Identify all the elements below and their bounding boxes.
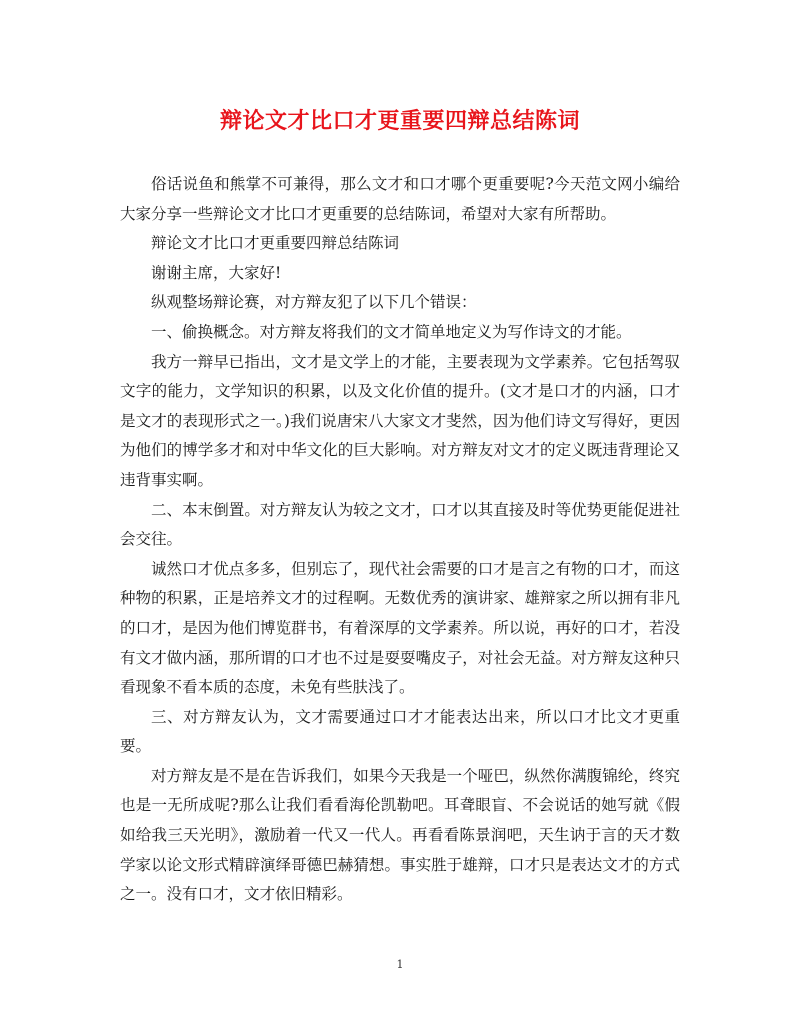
paragraph-point-1-detail: 我方一辩早已指出，文才是文学上的才能，主要表现为文学素养。它包括驾驭文字的能力，文学知识的积累，以及文化价值的提升。(文才是口才的内涵，口才是文才的表现形式之一。)我们说唐宋八大家文才斐然，因为他们诗文写得好，更因为他们的博学多才和对中华文化的巨大影响。对方辩友对文才的定义既违背理论又违背事实啊。 [120, 352, 680, 489]
paragraph-intro: 俗话说鱼和熊掌不可兼得，那么文才和口才哪个更重要呢?今天范文网小编给大家分享一些辩论文才比口才更重要的总结陈词，希望对大家有所帮助。 [120, 175, 680, 223]
page-number: 1 [396, 958, 404, 971]
paragraph-point-3: 三、对方辩友认为，文才需要通过口才才能表达出来，所以口才比文才更重要。 [120, 707, 680, 756]
paragraph-point-2-detail: 诚然口才优点多多，但别忘了，现代社会需要的口才是言之有物的口才，而这种物的积累，正是培养文才的过程啊。无数优秀的演讲家、雄辩家之所以拥有非凡的口才，是因为他们博览群书，有着深厚的文学素养。所以说，再好的口才，若没有文才做内涵，那所谓的口才也不过是耍耍嘴皮子，对社会无益。对方辩友这种只看现象不看本质的态度，未免有些肤浅了。 [120, 559, 680, 697]
document-title: 辩论文才比口才更重要四辩总结陈词 [219, 108, 580, 134]
paragraph-point-1: 一、偷换概念。对方辩友将我们的文才简单地定义为写作诗文的才能。 [151, 322, 632, 341]
paragraph-greeting: 谢谢主席，大家好! [151, 263, 282, 282]
paragraph-overview: 纵观整场辩论赛，对方辩友犯了以下几个错误： [151, 293, 477, 312]
paragraph-point-2: 二、本末倒置。对方辩友认为较之文才，口才以其直接及时等优势更能促进社会交往。 [120, 500, 680, 549]
paragraph-point-3-detail: 对方辩友是不是在告诉我们，如果今天我是一个哑巴，纵然你满腹锦纶，终究也是一无所成呢?那么让我们看看海伦凯勒吧。耳聋眼盲、不会说话的她写就《假如给我三天光明》，激励着一代又一代人。再看看陈景润吧，天生讷于言的天才数学家以论文形式精辟演绎哥德巴赫猜想。事实胜于雄辩，口才只是表达文才的方式之一。没有口才，文才依旧精彩。 [120, 766, 680, 904]
document-body [120, 170, 680, 910]
paragraph-subtitle: 辩论文才比口才更重要四辩总结陈词 [151, 234, 400, 253]
